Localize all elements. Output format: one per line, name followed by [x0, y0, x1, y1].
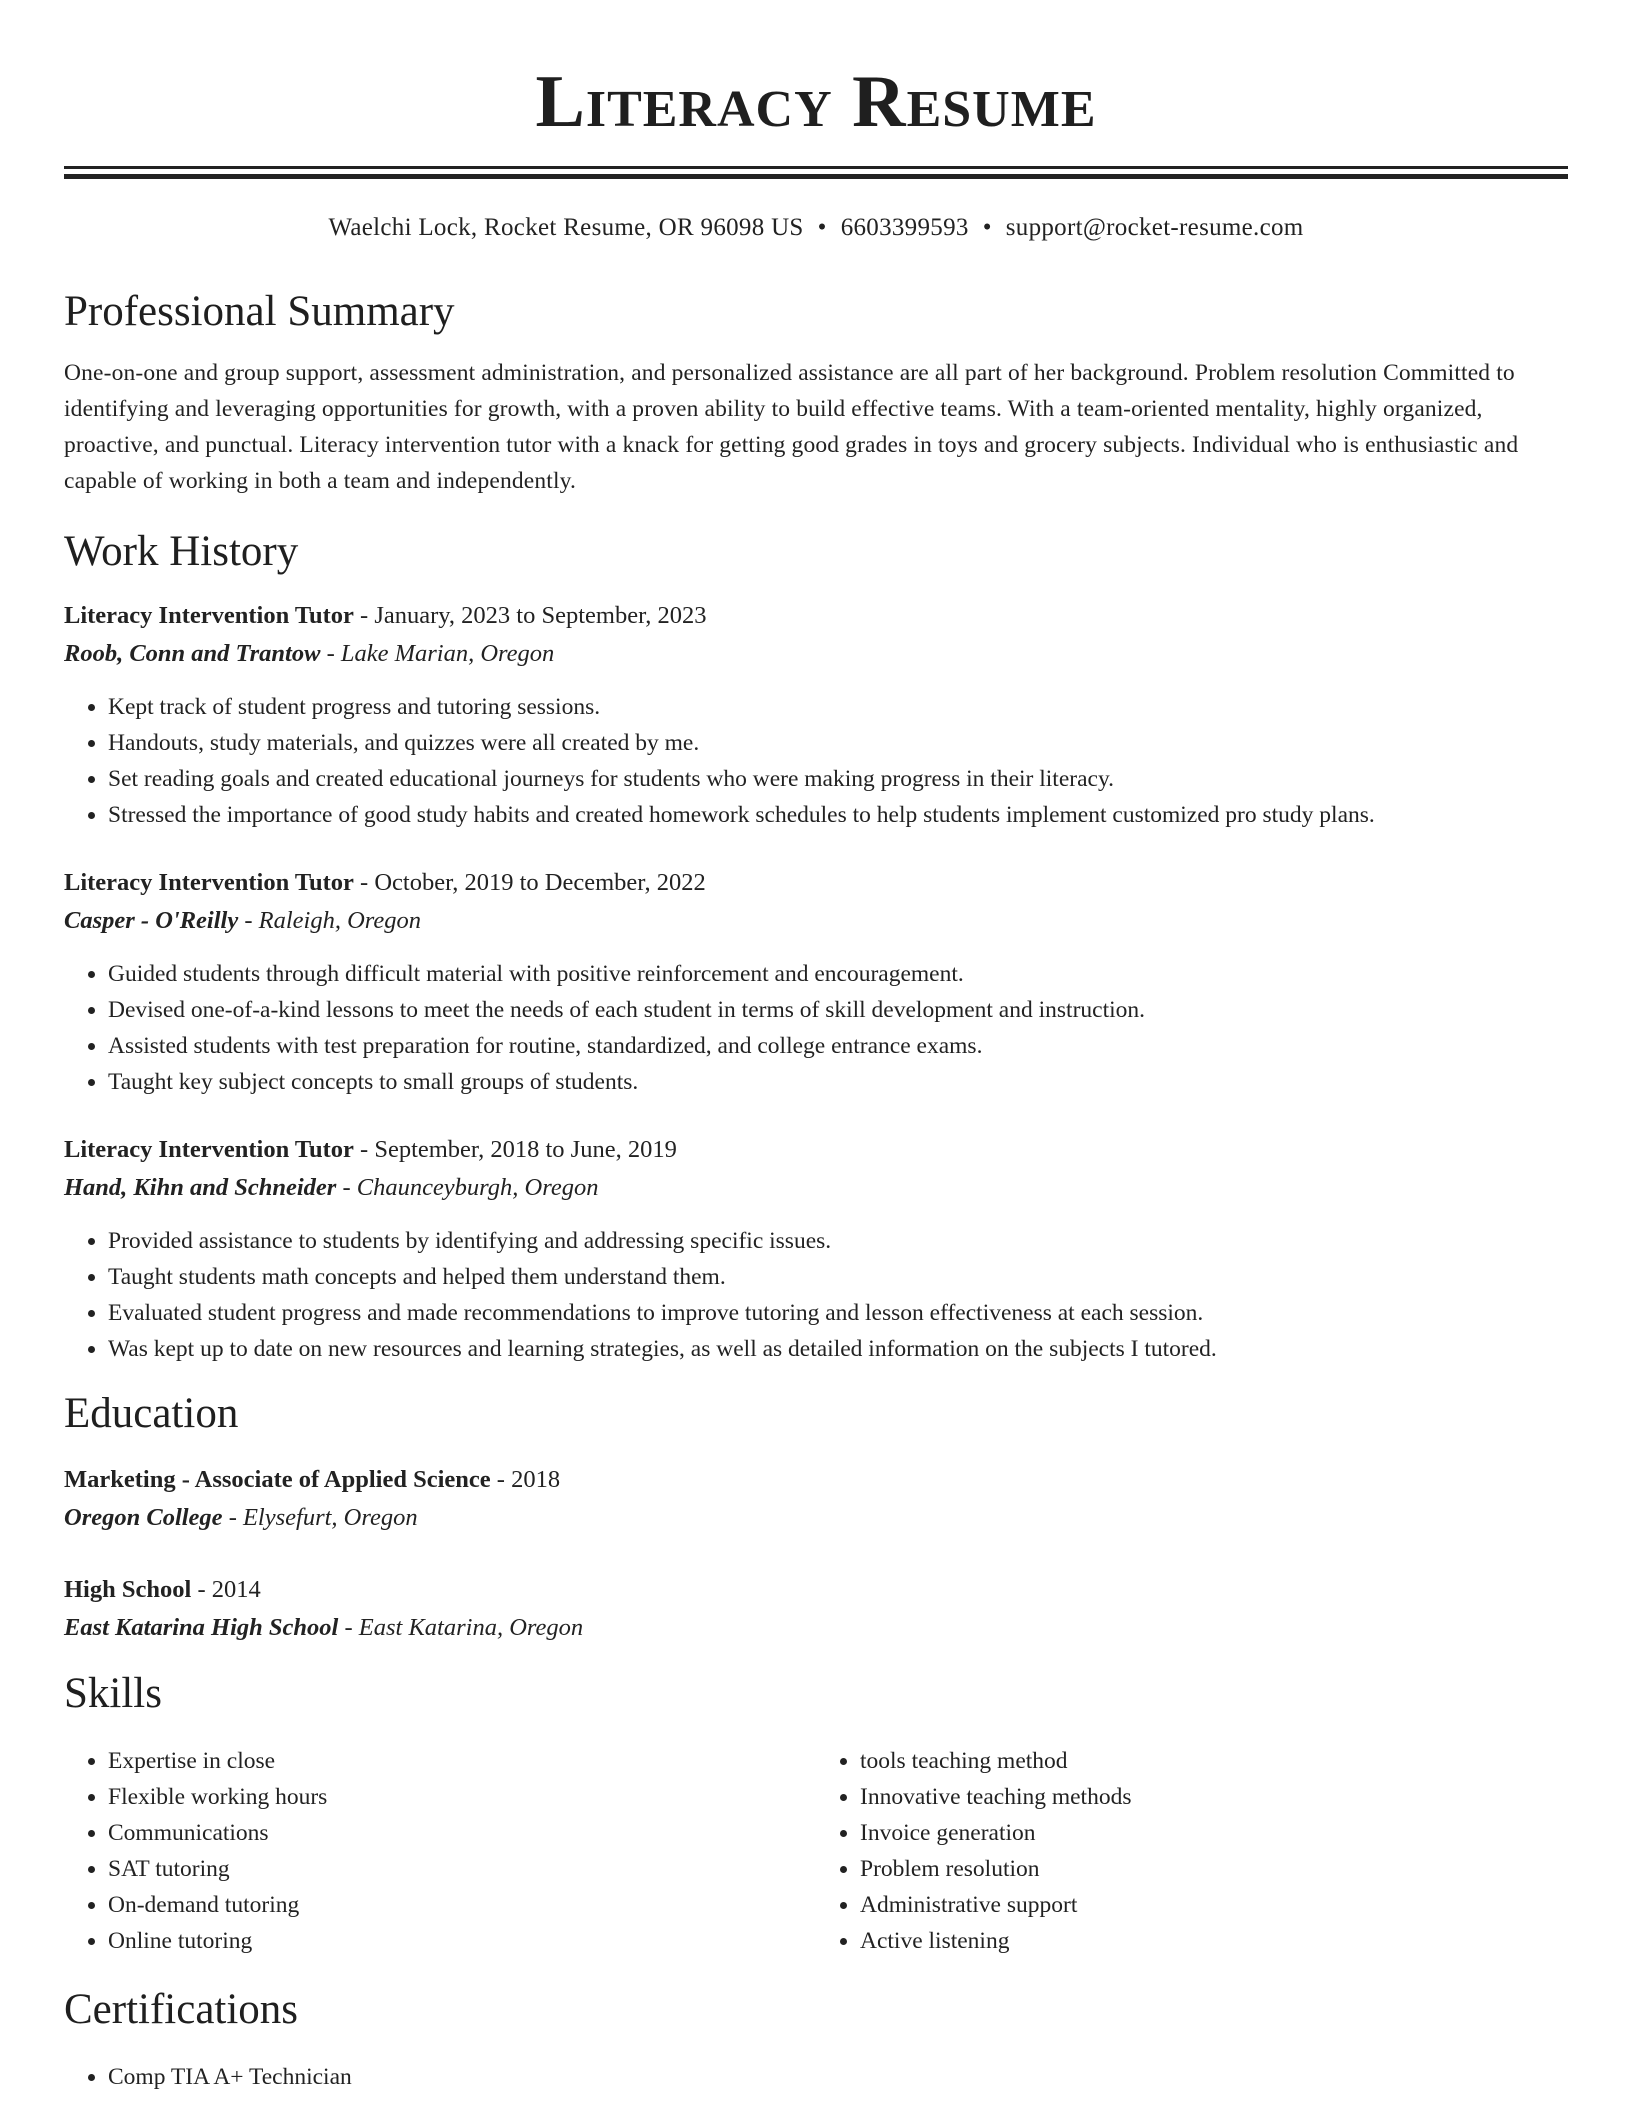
- job-bullets: [64, 1223, 1568, 1367]
- section-heading-summary: Professional Summary: [64, 288, 455, 335]
- section-heading-certifications: Certifications: [64, 1986, 299, 2033]
- list-item: • tools teaching method: [860, 1743, 1568, 1779]
- section-heading-skills: Skills: [64, 1670, 162, 1717]
- header-divider-bottom: [64, 174, 1568, 179]
- job-title: Literacy Intervention Tutor: [64, 1136, 354, 1163]
- education-location: - East Katarina, Oregon: [338, 1614, 584, 1641]
- education-school: East Katarina High School: [64, 1614, 339, 1641]
- header-divider-top: [64, 166, 1568, 169]
- education-degree: High School: [64, 1576, 192, 1603]
- list-item: • Invoice generation: [860, 1815, 1568, 1851]
- job-title: Literacy Intervention Tutor: [64, 869, 354, 896]
- contact-info: [64, 213, 1568, 243]
- certifications-list: [64, 2059, 1568, 2095]
- list-item: • Provided assistance to students by identifying and addressing specific issues.: [108, 1223, 1568, 1259]
- education-year: - 2018: [490, 1466, 561, 1493]
- page-title: Literacy Resume: [535, 61, 1097, 143]
- education-entry: [64, 1461, 1568, 1537]
- job-company: Casper - O'Reilly: [64, 907, 239, 934]
- contact-phone: 6603399593: [840, 214, 969, 241]
- education-entry: [64, 1571, 1568, 1647]
- list-item: • Problem resolution: [860, 1851, 1568, 1887]
- education-school: Oregon College: [64, 1504, 223, 1531]
- list-item: • Innovative teaching methods: [860, 1779, 1568, 1815]
- education-location: - Elysefurt, Oregon: [222, 1504, 418, 1531]
- contact-address: Waelchi Lock, Rocket Resume, OR 96098 US: [328, 214, 804, 241]
- list-item: • Administrative support: [860, 1887, 1568, 1923]
- job-title: Literacy Intervention Tutor: [64, 602, 354, 629]
- list-item: • Taught key subject concepts to small groups of students.: [108, 1064, 1568, 1100]
- job-company: Hand, Kihn and Schneider: [64, 1174, 337, 1201]
- skills-column-left: [64, 1743, 816, 1959]
- list-item: • Online tutoring: [108, 1923, 816, 1959]
- job-location: - Raleigh, Oregon: [238, 907, 422, 934]
- list-item: • Assisted students with test preparation for routine, standardized, and college entrance exams.: [108, 1028, 1568, 1064]
- list-item: • Evaluated student progress and made recommendations to improve tutoring and lesson effectiveness at each session.: [108, 1295, 1568, 1331]
- list-item: • Active listening: [860, 1923, 1568, 1959]
- list-item: • Expertise in close: [108, 1743, 816, 1779]
- job-bullets: [64, 689, 1568, 833]
- job-entry: [64, 1131, 1568, 1367]
- education-degree: Marketing - Associate of Applied Science: [64, 1466, 491, 1493]
- section-heading-education: Education: [64, 1390, 239, 1437]
- list-item: • Kept track of student progress and tutoring sessions.: [108, 689, 1568, 725]
- list-item: • Devised one-of-a-kind lessons to meet the needs of each student in terms of skill development and instruction.: [108, 992, 1568, 1028]
- contact-email: support@rocket-resume.com: [1005, 214, 1304, 241]
- list-item: • Guided students through difficult material with positive reinforcement and encouragement.: [108, 956, 1568, 992]
- resume-page: [64, 0, 1568, 2095]
- job-location: - Lake Marian, Oregon: [320, 640, 555, 667]
- list-item: • Handouts, study materials, and quizzes were all created by me.: [108, 725, 1568, 761]
- list-item: • Comp TIA A+ Technician: [108, 2059, 1568, 2095]
- list-item: • Communications: [108, 1815, 816, 1851]
- job-dates: - January, 2023 to September, 2023: [353, 602, 707, 629]
- job-entry: [64, 597, 1568, 833]
- list-item: • On-demand tutoring: [108, 1887, 816, 1923]
- contact-separator: •: [817, 214, 827, 241]
- job-dates: - October, 2019 to December, 2022: [353, 869, 706, 896]
- summary-text: One-on-one and group support, assessment administration, and personalized assistance are all part of her background. Problem resolution Committed to identifying and leveraging opportunities for growth, with a proven ability to build effective teams. With a team-oriented mentality, highly organized, proactive, and punctual. Literacy intervention tutor with a knack for getting good grades in toys and grocery subjects. Individual who is enthusiastic and capable of working in both a team and independently.: [64, 360, 1519, 494]
- list-item: • Flexible working hours: [108, 1779, 816, 1815]
- list-item: • Was kept up to date on new resources and learning strategies, as well as detailed information on the subjects I tutored.: [108, 1331, 1568, 1367]
- contact-separator: •: [982, 214, 992, 241]
- job-dates: - September, 2018 to June, 2019: [353, 1136, 677, 1163]
- skills-column-right: [816, 1743, 1568, 1959]
- list-item: • Stressed the importance of good study habits and created homework schedules to help students implement customized pro study plans.: [108, 797, 1568, 833]
- list-item: • Taught students math concepts and helped them understand them.: [108, 1259, 1568, 1295]
- job-entry: [64, 864, 1568, 1100]
- job-company: Roob, Conn and Trantow: [64, 640, 321, 667]
- job-bullets: [64, 956, 1568, 1100]
- list-item: • SAT tutoring: [108, 1851, 816, 1887]
- section-heading-work-history: Work History: [64, 528, 299, 575]
- list-item: • Set reading goals and created educational journeys for students who were making progress in their literacy.: [108, 761, 1568, 797]
- education-year: - 2014: [191, 1576, 261, 1603]
- job-location: - Chaunceyburgh, Oregon: [336, 1174, 599, 1201]
- skills-grid: [64, 1743, 1568, 1959]
